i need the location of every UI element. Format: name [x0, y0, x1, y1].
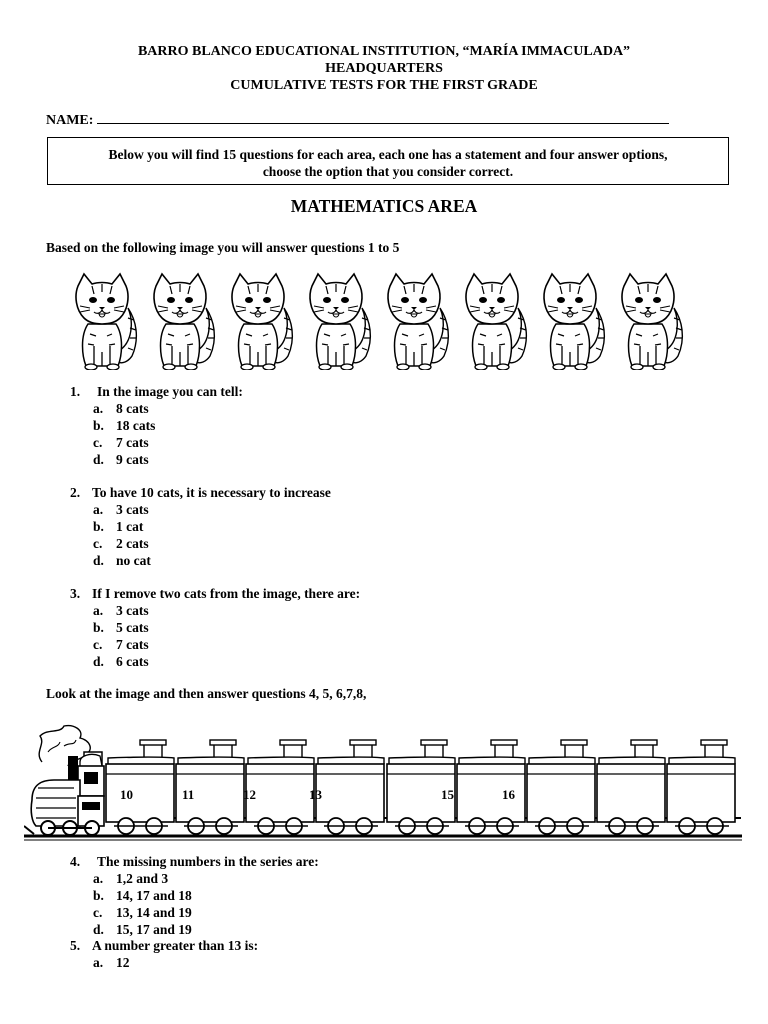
- answer-option[interactable]: d. 15, 17 and 19: [93, 922, 192, 937]
- answer-option[interactable]: b. 14, 17 and 18: [93, 888, 192, 903]
- question-2: [70, 484, 331, 569]
- answer-options: [70, 501, 331, 569]
- cat-7: [544, 274, 604, 370]
- train-image: [24, 722, 744, 844]
- answer-option[interactable]: c. 7 cats: [93, 435, 149, 450]
- cat-6: [466, 274, 526, 370]
- question-text: If I remove two cats from the image, there are:: [92, 586, 361, 601]
- question-number: 3.: [70, 586, 81, 601]
- train-number-2: 11: [182, 787, 195, 802]
- answer-option[interactable]: a. 12: [93, 955, 130, 970]
- answer-options: [70, 400, 243, 468]
- document-header: [0, 43, 768, 94]
- question-text: The missing numbers in the series are:: [97, 854, 319, 869]
- cats-image: [70, 270, 700, 370]
- answer-option[interactable]: a. 3 cats: [93, 603, 149, 618]
- institution-name: BARRO BLANCO EDUCATIONAL INSTITUTION, “MARÍA IMMACULADA”: [137, 44, 631, 59]
- name-row: [46, 111, 669, 129]
- cat-1: [76, 274, 136, 370]
- cat-4: [310, 274, 370, 370]
- train-number-5: 15: [441, 787, 454, 802]
- instructions-line-1: Below you will find 15 questions for each area, each one has a statement and four answer options,: [108, 147, 668, 162]
- answer-option[interactable]: d. 6 cats: [93, 654, 149, 669]
- train-number-6: 16: [502, 787, 515, 802]
- answer-option[interactable]: b. 18 cats: [93, 418, 156, 433]
- answer-options: [70, 954, 258, 971]
- question-number: 5.: [70, 938, 81, 953]
- answer-option[interactable]: c. 13, 14 and 19: [93, 905, 192, 920]
- question-1: [70, 383, 243, 468]
- answer-option[interactable]: c. 2 cats: [93, 536, 149, 551]
- instructions-line-2: choose the option that you consider correct.: [262, 164, 514, 179]
- cat-5: [388, 274, 448, 370]
- intro-questions-4-8: Look at the image and then answer questions 4, 5, 6,7,8,: [46, 686, 367, 701]
- cat-8: [622, 274, 682, 370]
- train-number-4: 13: [309, 787, 322, 802]
- answer-options: [70, 602, 360, 670]
- answer-option[interactable]: a. 8 cats: [93, 401, 149, 416]
- cat-2: [154, 274, 214, 370]
- intro-questions-1-5: Based on the following image you will answer questions 1 to 5: [46, 240, 400, 255]
- question-4: [70, 853, 319, 938]
- name-field[interactable]: [97, 111, 669, 124]
- name-label: NAME:: [46, 113, 94, 128]
- answer-option[interactable]: b. 1 cat: [93, 519, 144, 534]
- question-text: To have 10 cats, it is necessary to increase: [92, 485, 331, 500]
- answer-option[interactable]: c. 7 cats: [93, 637, 149, 652]
- answer-option[interactable]: a. 3 cats: [93, 502, 149, 517]
- train-number-3: 12: [243, 787, 256, 802]
- instructions-box: [47, 137, 729, 185]
- cat-3: [232, 274, 292, 370]
- test-title: CUMULATIVE TESTS FOR THE FIRST GRADE: [230, 78, 538, 93]
- answer-option[interactable]: a. 1,2 and 3: [93, 871, 169, 886]
- question-5: [70, 937, 258, 971]
- answer-options: [70, 870, 319, 938]
- question-3: [70, 585, 360, 670]
- question-number: 2.: [70, 485, 81, 500]
- headquarters-label: HEADQUARTERS: [325, 61, 443, 76]
- area-title: MATHEMATICS AREA: [290, 196, 478, 216]
- question-text: A number greater than 13 is:: [92, 938, 259, 953]
- answer-option[interactable]: d. no cat: [93, 553, 151, 568]
- answer-option[interactable]: b. 5 cats: [93, 620, 149, 635]
- question-text: In the image you can tell:: [97, 384, 243, 399]
- answer-option[interactable]: d. 9 cats: [93, 452, 149, 467]
- question-number: 4.: [70, 854, 81, 869]
- question-number: 1.: [70, 384, 81, 399]
- train-number-1: 10: [120, 787, 133, 802]
